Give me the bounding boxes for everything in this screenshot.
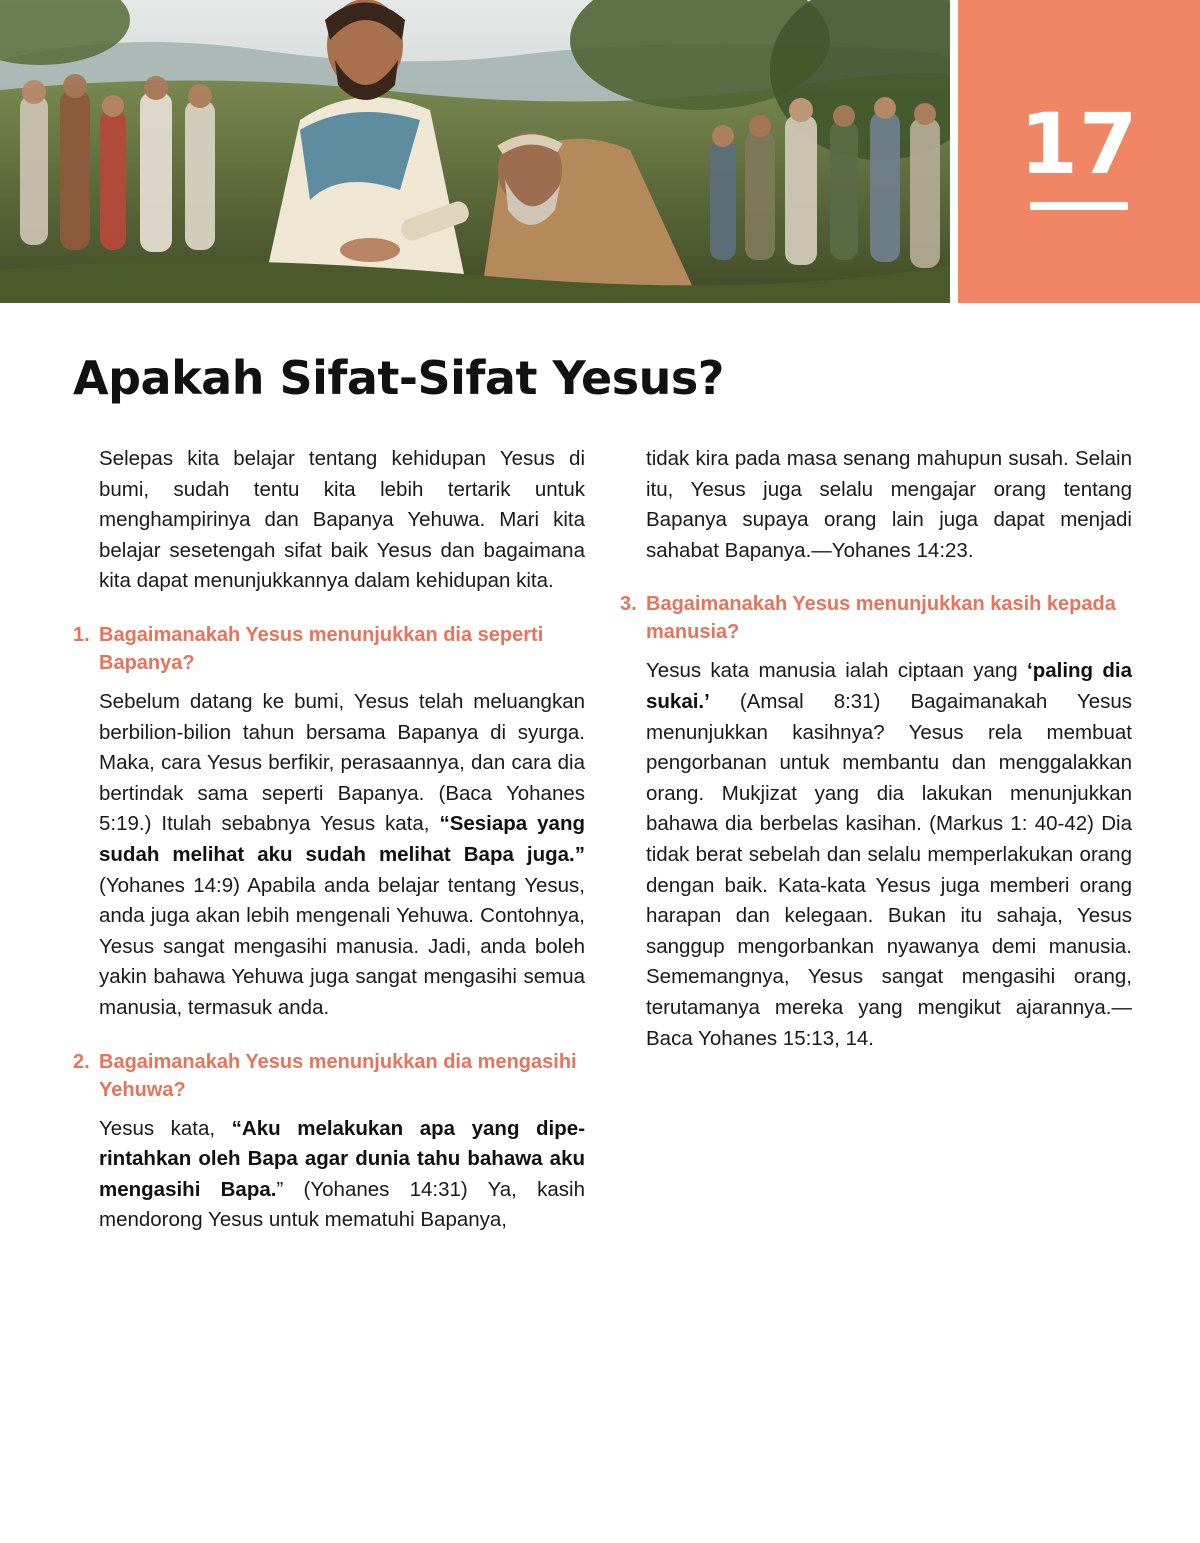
question-3-text: Bagaimanakah Yesus menunjukkan kasih kepada manusia? (646, 593, 1116, 644)
lesson-number-underline (1030, 202, 1128, 210)
question-2-text: Bagaimanakah Yesus menunjukkan dia mengasihi Yehuwa? (99, 1050, 577, 1101)
answer-2-paragraph (99, 1114, 585, 1236)
answer-3-part-2: (Amsal 8:31) Bagaimanakah Yesus menunjukkan kasihnya? Yesus rela membuat pengorbanan untuk membantu dan menggalakkan orang. Mukjizat yang dia lakukan menunjukkan bahawa dia berbelas kasihan. (Markus 1: 40-42) Dia tidak berat sebelah dan selalu memperlakukan orang dengan baik. Kata-kata Yesus juga memberi orang harapan dan kelegaan. Bukan itu sahaja, Yesus sanggup mengorbankan nyawanya demi manusia. Sememangnya, Yesus sangat mengasihi orang, terutamanya mereka yang mengikut ajarannya.—Baca Yohanes 15:13, 14. (646, 689, 1132, 1050)
lesson-number: 17 (1019, 95, 1139, 193)
answer-2-part-2: ” (Yohanes 14:31) Ya, kasih mendorong Yesus untuk mematuhi Bapanya, (99, 1177, 585, 1232)
right-column (620, 444, 1132, 1054)
page-title: Apakah Sifat-Sifat Yesus? (73, 351, 724, 405)
question-1-text: Bagaimanakah Yesus menunjukkan dia seperti Bapanya? (99, 623, 544, 674)
answer-2-part-1: Yesus kata, (99, 1116, 232, 1140)
answer-3-part-1: Yesus kata manusia ialah ciptaan yang (646, 659, 1028, 683)
answer-1-quote: “Sesiapa yang sudah melihat aku sudah melihat Bapa juga.” (99, 812, 585, 866)
answer-1-paragraph (99, 687, 585, 1024)
answer-2-continued: tidak kira pada masa senang mahupun susah. Selain itu, Yesus juga selalu mengajar orang tentang Bapanya supaya orang lain juga dapat menjadi sahabat Bapanya.—Yohanes 14:23. (646, 447, 1132, 562)
question-2-number: 2. (73, 1050, 90, 1073)
hero-image (0, 0, 950, 303)
question-1-number: 1. (73, 623, 90, 646)
hero-illustration (0, 0, 950, 303)
answer-2-quote: “Aku melakukan apa yang diperintahkan oleh Bapa agar dunia tahu bahawa aku mengasihi Bapa. (99, 1116, 586, 1201)
question-3-heading (620, 590, 1132, 646)
intro-paragraph: Selepas kita belajar tentang kehidupan Yesus di bumi, sudah tentu kita lebih tertarik untuk menghampirinya dan Bapanya Yehuwa. Mari kita belajar sesetengah sifat baik Yesus dan bagaimana kita dapat menunjukkannya dalam kehidupan kita. (99, 447, 585, 593)
left-column (73, 444, 585, 1236)
answer-1-part-2: (Yohanes 14:9) Apabila anda belajar tentang Yesus, anda juga akan lebih mengenali Yehuwa. Contohnya, Yesus sangat mengasihi manusia. Jadi, anda boleh yakin bahawa Yehuwa juga sangat mengasihi semua manusia, termasuk anda. (99, 873, 585, 1019)
question-1-heading (73, 621, 585, 677)
lesson-number-box (958, 0, 1200, 303)
answer-3-quote: ‘paling dia sukai.’ (646, 659, 1132, 713)
question-2-heading (73, 1048, 585, 1104)
answer-3-paragraph (646, 656, 1132, 1054)
question-3-number: 3. (620, 593, 637, 616)
answer-1-part-1: Sebelum datang ke bumi, Yesus telah meluangkan berbilion-bilion tahun bersama Bapanya di syurga. Maka, cara Yesus berfikir, perasaannya, dan cara dia bertindak sama seperti Bapanya. (Baca Yohanes 5:19.) Itulah sebabnya Yesus kata, (99, 689, 585, 836)
